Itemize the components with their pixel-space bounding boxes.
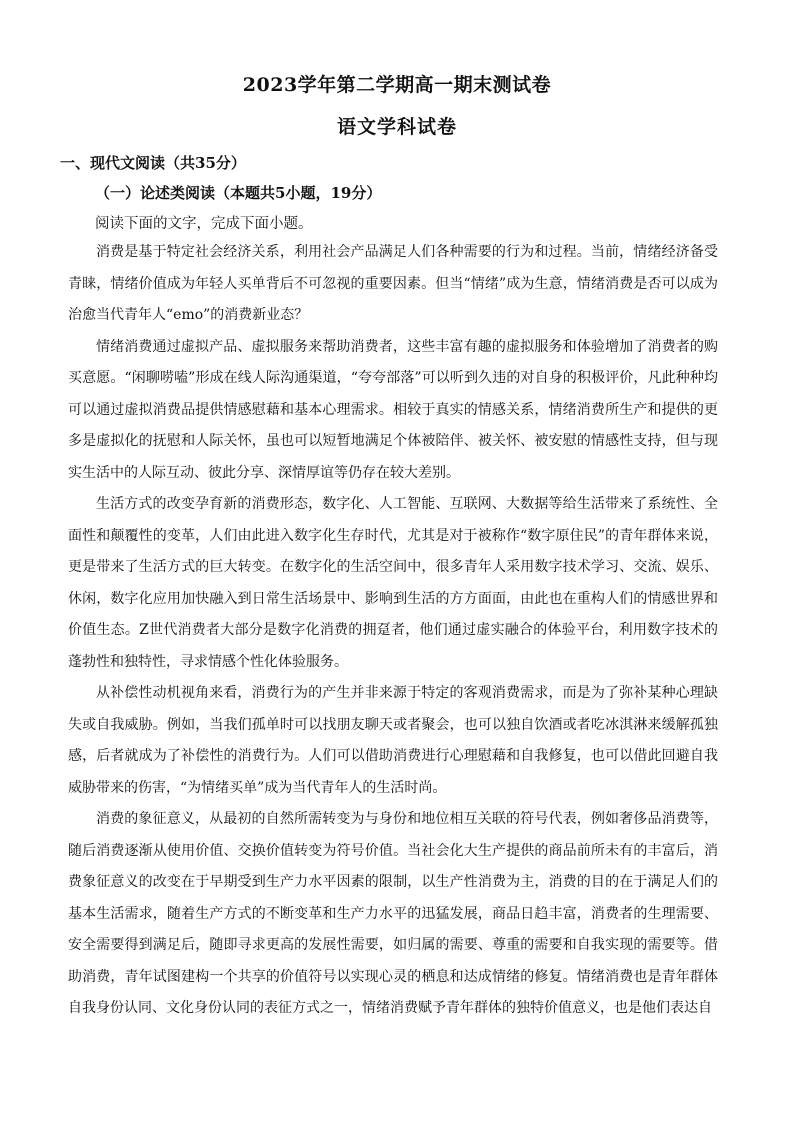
passage-paragraph-2: 情绪消费通过虚拟产品、虚拟服务来帮助消费者，这些丰富有趣的虚拟服务和体验增加了消费者的购买意愿。“闲聊唠嗑”形成在线人际沟通渠道，“夸夸部落”可以听到久违的对自身的积极评价，凡此种种均可以通过虚拟消费品提供情感慰藉和基本心理需求。相较于真实的情感关系，情绪消费所生产和提供的更多是虚拟化的抚慰和人际关怀，虽也可以短暂地满足个体被陪伴、被关怀、被安慰的情感性支持，但与现实生活中的人际互动、彼此分享、深情厚谊等仍存在较大差别。 <box>68 338 718 481</box>
subsection-heading: （一）论述类阅读（本题共5小题，19分） <box>95 184 382 202</box>
passage-paragraph-1: 消费是基于特定社会经济关系，利用社会产品满足人们各种需要的行为和过程。当前，情绪经济备受青睐，情绪价值成为年轻人买单背后不可忽视的重要因素。但当“情绪”成为生意，情绪消费是否可以成为治愈当代青年人“emo”的消费新业态？ <box>68 244 718 323</box>
section-heading: 一、现代文阅读（共35分） <box>60 154 246 172</box>
passage-paragraph-5: 消费的象征意义，从最初的自然所需转变为与身份和地位相互关联的符号代表，例如奢侈品消费等，随后消费逐渐从使用价值、交换价值转变为符号价值。当社会化大生产提供的商品前所未有的丰富后，消费象征意义的改变在于早期受到生产力水平因素的限制，以生产性消费为主，消费的目的在于满足人们的基本生活需求，随着生产方式的不断变革和生产力水平的迅猛发展，商品日趋丰富，消费者的生理需要、安全需要得到满足后，随即寻求更高的发展性需要，如归属的需要、尊重的需要和自我实现的需要等。借助消费，青年试图建构一个共享的价值符号以实现心灵的栖息和达成情绪的修复。情绪消费也是青年群体自我身份认同、文化身份认同的表征方式之一，情绪消费赋予青年群体的独特价值意义，也是他们表达自 <box>68 811 718 1016</box>
reading-instruction: 阅读下面的文字，完成下面小题。 <box>95 216 313 232</box>
exam-title: 2023学年第二学期高一期末测试卷 <box>242 74 552 96</box>
passage-paragraph-4: 从补偿性动机视角来看，消费行为的产生并非来源于特定的客观消费需求，而是为了弥补某种心理缺失或自我威胁。例如，当我们孤单时可以找朋友聊天或者聚会，也可以独自饮酒或者吃冰淇淋来缓解孤独感，后者就成为了补偿性的消费行为。人们可以借助消费进行心理慰藉和自我修复，也可以借此回避自我威胁带来的伤害，“为情绪买单”成为当代青年人的生活时尚。 <box>68 685 718 796</box>
passage-paragraph-3: 生活方式的改变孕育新的消费形态，数字化、人工智能、互联网、大数据等给生活带来了系统性、全面性和颠覆性的变革，人们由此进入数字化生存时代，尤其是对于被称作“数字原住民”的青年群体来说，更是带来了生活方式的巨大转变。在数字化的生活空间中，很多青年人采用数字技术学习、交流、娱乐、休闲，数字化应用加快融入到日常生活场景中、影响到生活的方方面面，由此也在重构人们的情感世界和价值生态。Z世代消费者大部分是数字化消费的拥趸者，他们通过虚实融合的体验平台，利用数字技术的蓬勃性和独特性，寻求情感个性化体验服务。 <box>68 496 718 670</box>
exam-subtitle: 语文学科试卷 <box>336 116 457 138</box>
reading-passage <box>68 237 718 1025</box>
